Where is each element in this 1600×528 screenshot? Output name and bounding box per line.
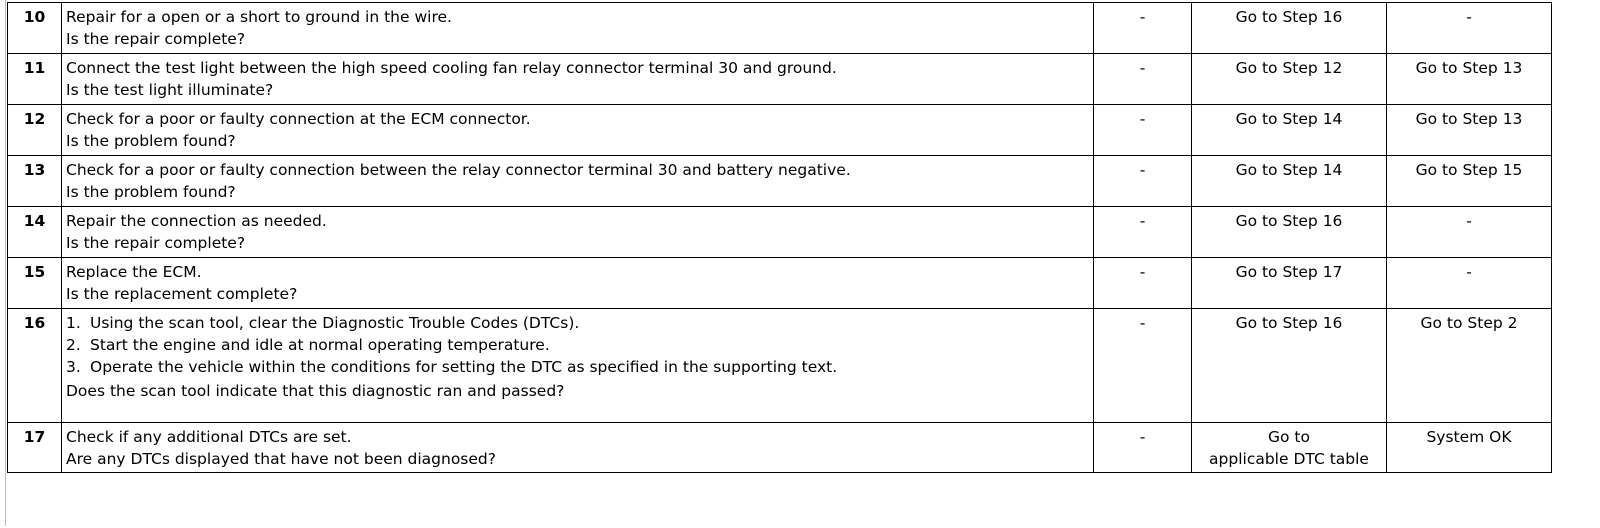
yes-text: Go to Step 14	[1235, 161, 1343, 179]
no-cell: -	[1387, 3, 1552, 54]
table-row-step-17	[8, 423, 1552, 473]
value-cell: -	[1094, 54, 1192, 105]
question-text: Is the problem found?	[66, 132, 236, 150]
yes-cell	[1192, 3, 1387, 54]
yes-cell	[1192, 258, 1387, 309]
action-text: Connect the test light between the high speed cooling fan relay connector terminal 30 and ground.	[66, 59, 837, 77]
value-cell: -	[1094, 156, 1192, 207]
list-item: 3. Operate the vehicle within the conditions for setting the DTC as specified in the supporting text.	[66, 358, 838, 376]
action-cell	[62, 309, 1094, 423]
yes-cell	[1192, 156, 1387, 207]
value-cell: -	[1094, 258, 1192, 309]
yes-cell	[1192, 309, 1387, 423]
action-text: Repair the connection as needed.	[66, 212, 327, 230]
no-cell: Go to Step 13	[1387, 54, 1552, 105]
page-edge-line	[5, 0, 6, 526]
step-number: 10	[8, 3, 62, 54]
step-number: 16	[8, 309, 62, 423]
value-cell: -	[1094, 3, 1192, 54]
value-cell: -	[1094, 207, 1192, 258]
table-row-step-14	[8, 207, 1552, 258]
action-cell	[62, 3, 1094, 54]
question-text: Is the replacement complete?	[66, 285, 298, 303]
action-cell	[62, 156, 1094, 207]
question-text: Is the repair complete?	[66, 30, 246, 48]
yes-text: Go to Step 17	[1235, 263, 1343, 281]
step-number: 17	[8, 423, 62, 473]
yes-text: Go to Step 14	[1235, 110, 1343, 128]
table-row-step-16	[8, 309, 1552, 423]
value-cell: -	[1094, 423, 1192, 473]
question-text: Is the problem found?	[66, 183, 236, 201]
table-row-step-11	[8, 54, 1552, 105]
step-number: 13	[8, 156, 62, 207]
yes-text: Go to	[1268, 428, 1310, 446]
table-row-step-13	[8, 156, 1552, 207]
no-cell: System OK	[1387, 423, 1552, 473]
value-cell: -	[1094, 309, 1192, 423]
yes-cell	[1192, 423, 1387, 473]
list-item: 2. Start the engine and idle at normal operating temperature.	[66, 336, 550, 354]
yes-text: Go to Step 16	[1235, 314, 1343, 332]
action-text: Replace the ECM.	[66, 263, 202, 281]
no-cell: Go to Step 15	[1387, 156, 1552, 207]
table-row-step-15	[8, 258, 1552, 309]
step-number: 14	[8, 207, 62, 258]
question-text: Is the test light illuminate?	[66, 81, 274, 99]
yes-text: Go to Step 16	[1235, 8, 1343, 26]
step-number: 15	[8, 258, 62, 309]
step-number: 12	[8, 105, 62, 156]
yes-text: Go to Step 16	[1235, 212, 1343, 230]
yes-cell	[1192, 54, 1387, 105]
yes-cell	[1192, 207, 1387, 258]
yes-cell	[1192, 105, 1387, 156]
question-text: Is the repair complete?	[66, 234, 246, 252]
yes-text: Go to Step 12	[1235, 59, 1343, 77]
table-row-step-12	[8, 105, 1552, 156]
no-cell: -	[1387, 207, 1552, 258]
list-item: 1. Using the scan tool, clear the Diagnostic Trouble Codes (DTCs).	[66, 314, 580, 332]
action-text: Repair for a open or a short to ground in the wire.	[66, 8, 452, 26]
no-cell: -	[1387, 258, 1552, 309]
action-cell	[62, 105, 1094, 156]
action-cell	[62, 423, 1094, 473]
value-cell: -	[1094, 105, 1192, 156]
yes-text: applicable DTC table	[1209, 450, 1369, 468]
table-row-step-10	[8, 3, 1552, 54]
step-number: 11	[8, 54, 62, 105]
action-cell	[62, 207, 1094, 258]
action-text: Check for a poor or faulty connection between the relay connector terminal 30 and battery negative.	[66, 161, 851, 179]
question-text: Does the scan tool indicate that this diagnostic ran and passed?	[66, 382, 565, 400]
no-cell: Go to Step 2	[1387, 309, 1552, 423]
action-cell	[62, 258, 1094, 309]
action-cell	[62, 54, 1094, 105]
diagnostic-table	[7, 2, 1552, 473]
action-text: Check if any additional DTCs are set.	[66, 428, 352, 446]
question-text: Are any DTCs displayed that have not been diagnosed?	[66, 450, 496, 468]
no-cell: Go to Step 13	[1387, 105, 1552, 156]
action-text: Check for a poor or faulty connection at the ECM connector.	[66, 110, 531, 128]
